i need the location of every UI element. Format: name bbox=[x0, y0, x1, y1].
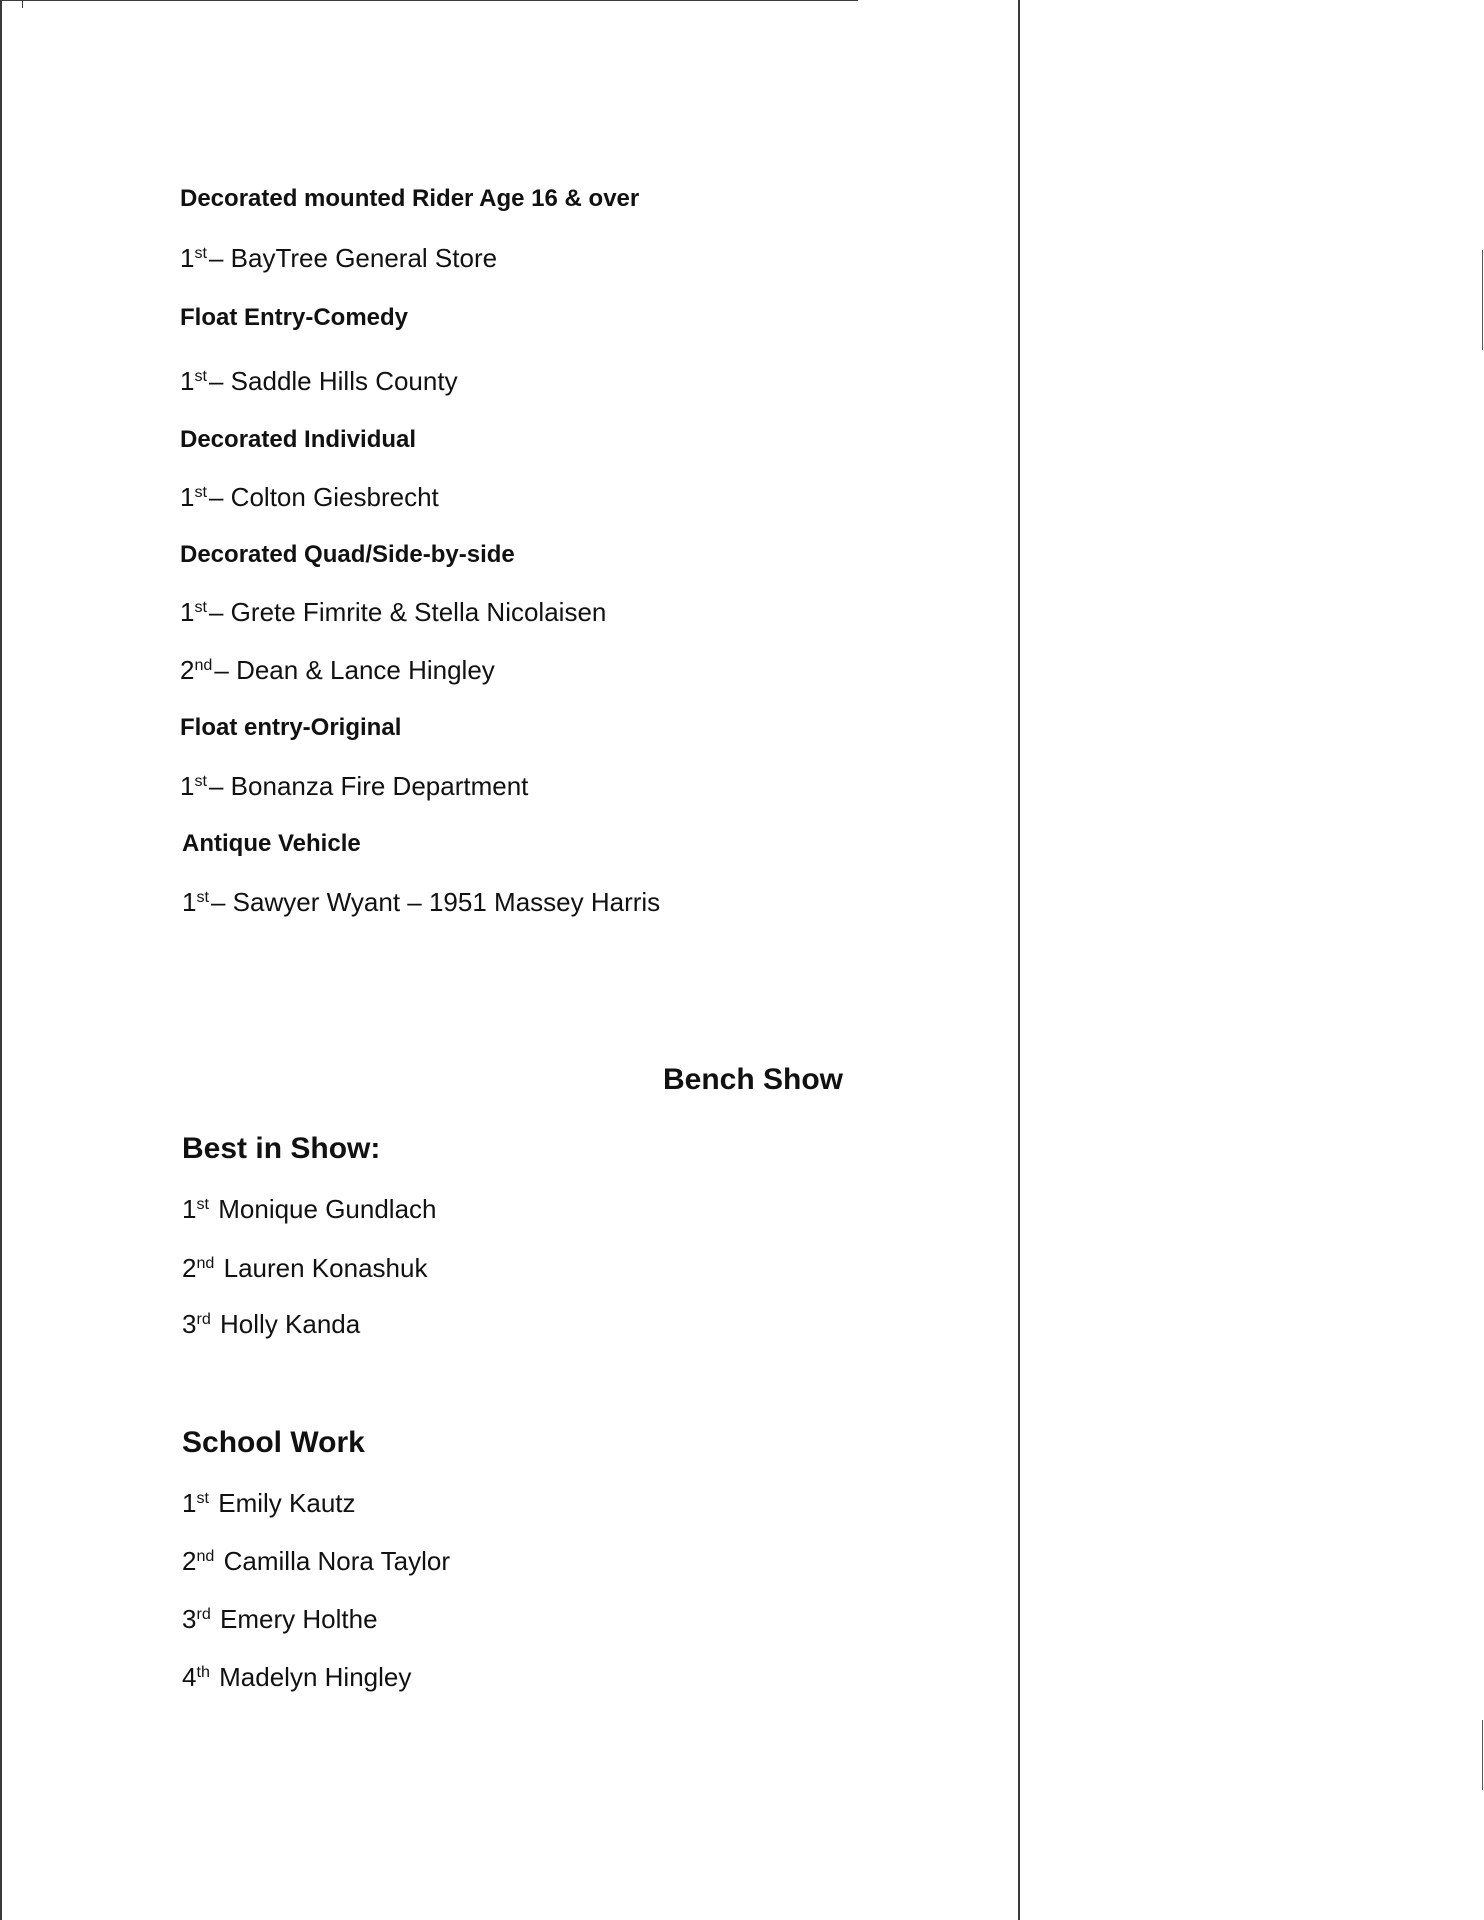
category-heading: Antique Vehicle bbox=[182, 830, 361, 857]
award-winner: – Dean & Lance Hingley bbox=[214, 655, 495, 685]
award-entry bbox=[180, 368, 458, 394]
placing-number: 2 bbox=[180, 655, 195, 685]
placing-number: 4 bbox=[182, 1662, 197, 1692]
award-entry bbox=[182, 1664, 411, 1690]
award-entry bbox=[182, 1490, 356, 1516]
placing-number: 1 bbox=[182, 1194, 197, 1224]
award-winner: Monique Gundlach bbox=[218, 1194, 437, 1224]
placing-ordinal: st bbox=[196, 1195, 209, 1214]
award-winner: Emily Kautz bbox=[218, 1488, 356, 1518]
placing-ordinal: nd bbox=[196, 1547, 215, 1566]
placing-number: 1 bbox=[180, 243, 195, 273]
award-entry bbox=[182, 1548, 450, 1574]
placing-number: 2 bbox=[182, 1546, 197, 1576]
award-entry bbox=[180, 773, 528, 799]
category-heading: Float entry-Original bbox=[180, 714, 402, 741]
section-title: Bench Show bbox=[663, 1063, 844, 1096]
placing-ordinal: st bbox=[194, 598, 207, 617]
placing-number: 2 bbox=[182, 1253, 197, 1283]
award-winner: – BayTree General Store bbox=[209, 243, 498, 273]
placing-ordinal: st bbox=[194, 483, 207, 502]
award-entry bbox=[182, 1255, 427, 1281]
placing-number: 3 bbox=[182, 1309, 197, 1339]
placing-ordinal: st bbox=[194, 244, 207, 263]
award-entry bbox=[180, 599, 606, 625]
award-entry bbox=[182, 1196, 437, 1222]
award-entry bbox=[182, 1606, 378, 1632]
placing-ordinal: st bbox=[194, 367, 207, 386]
scan-mark bbox=[1482, 1720, 1483, 1790]
placing-number: 1 bbox=[180, 597, 195, 627]
category-heading: Best in Show: bbox=[182, 1132, 381, 1165]
category-heading: Decorated Individual bbox=[180, 426, 417, 453]
placing-number: 1 bbox=[180, 771, 195, 801]
category-heading: School Work bbox=[182, 1426, 365, 1459]
award-entry bbox=[182, 1311, 360, 1337]
placing-number: 1 bbox=[182, 887, 197, 917]
award-winner: – Sawyer Wyant – 1951 Massey Harris bbox=[211, 887, 661, 917]
page-border-left bbox=[0, 0, 2, 1920]
placing-ordinal: nd bbox=[194, 656, 213, 675]
award-winner: – Bonanza Fire Department bbox=[209, 771, 529, 801]
award-winner: – Saddle Hills County bbox=[209, 366, 458, 396]
placing-number: 1 bbox=[180, 482, 195, 512]
category-heading: Decorated mounted Rider Age 16 & over bbox=[180, 185, 640, 212]
placing-ordinal: st bbox=[196, 1489, 209, 1508]
placing-ordinal: st bbox=[194, 772, 207, 791]
placing-ordinal: nd bbox=[196, 1254, 215, 1273]
category-heading: Decorated Quad/Side-by-side bbox=[180, 541, 515, 568]
award-entry bbox=[180, 484, 439, 510]
placing-number: 1 bbox=[182, 1488, 197, 1518]
award-entry bbox=[180, 657, 495, 683]
page-border-tick bbox=[22, 0, 23, 8]
award-winner: – Colton Giesbrecht bbox=[209, 482, 439, 512]
award-winner: – Grete Fimrite & Stella Nicolaisen bbox=[209, 597, 607, 627]
award-winner: Camilla Nora Taylor bbox=[223, 1546, 450, 1576]
scan-mark bbox=[1482, 250, 1483, 350]
placing-number: 1 bbox=[180, 366, 195, 396]
page-border-right bbox=[1018, 0, 1020, 1920]
award-winner: Madelyn Hingley bbox=[219, 1662, 412, 1692]
award-entry bbox=[180, 245, 497, 271]
category-heading: Float Entry-Comedy bbox=[180, 304, 409, 331]
award-winner: Emery Holthe bbox=[220, 1604, 378, 1634]
award-winner: Holly Kanda bbox=[220, 1309, 361, 1339]
placing-ordinal: st bbox=[196, 888, 209, 907]
award-entry bbox=[182, 889, 660, 915]
page-border-top bbox=[0, 0, 858, 1]
placing-number: 3 bbox=[182, 1604, 197, 1634]
placing-ordinal: th bbox=[196, 1663, 210, 1682]
award-winner: Lauren Konashuk bbox=[223, 1253, 428, 1283]
placing-ordinal: rd bbox=[196, 1310, 211, 1329]
placing-ordinal: rd bbox=[196, 1605, 211, 1624]
